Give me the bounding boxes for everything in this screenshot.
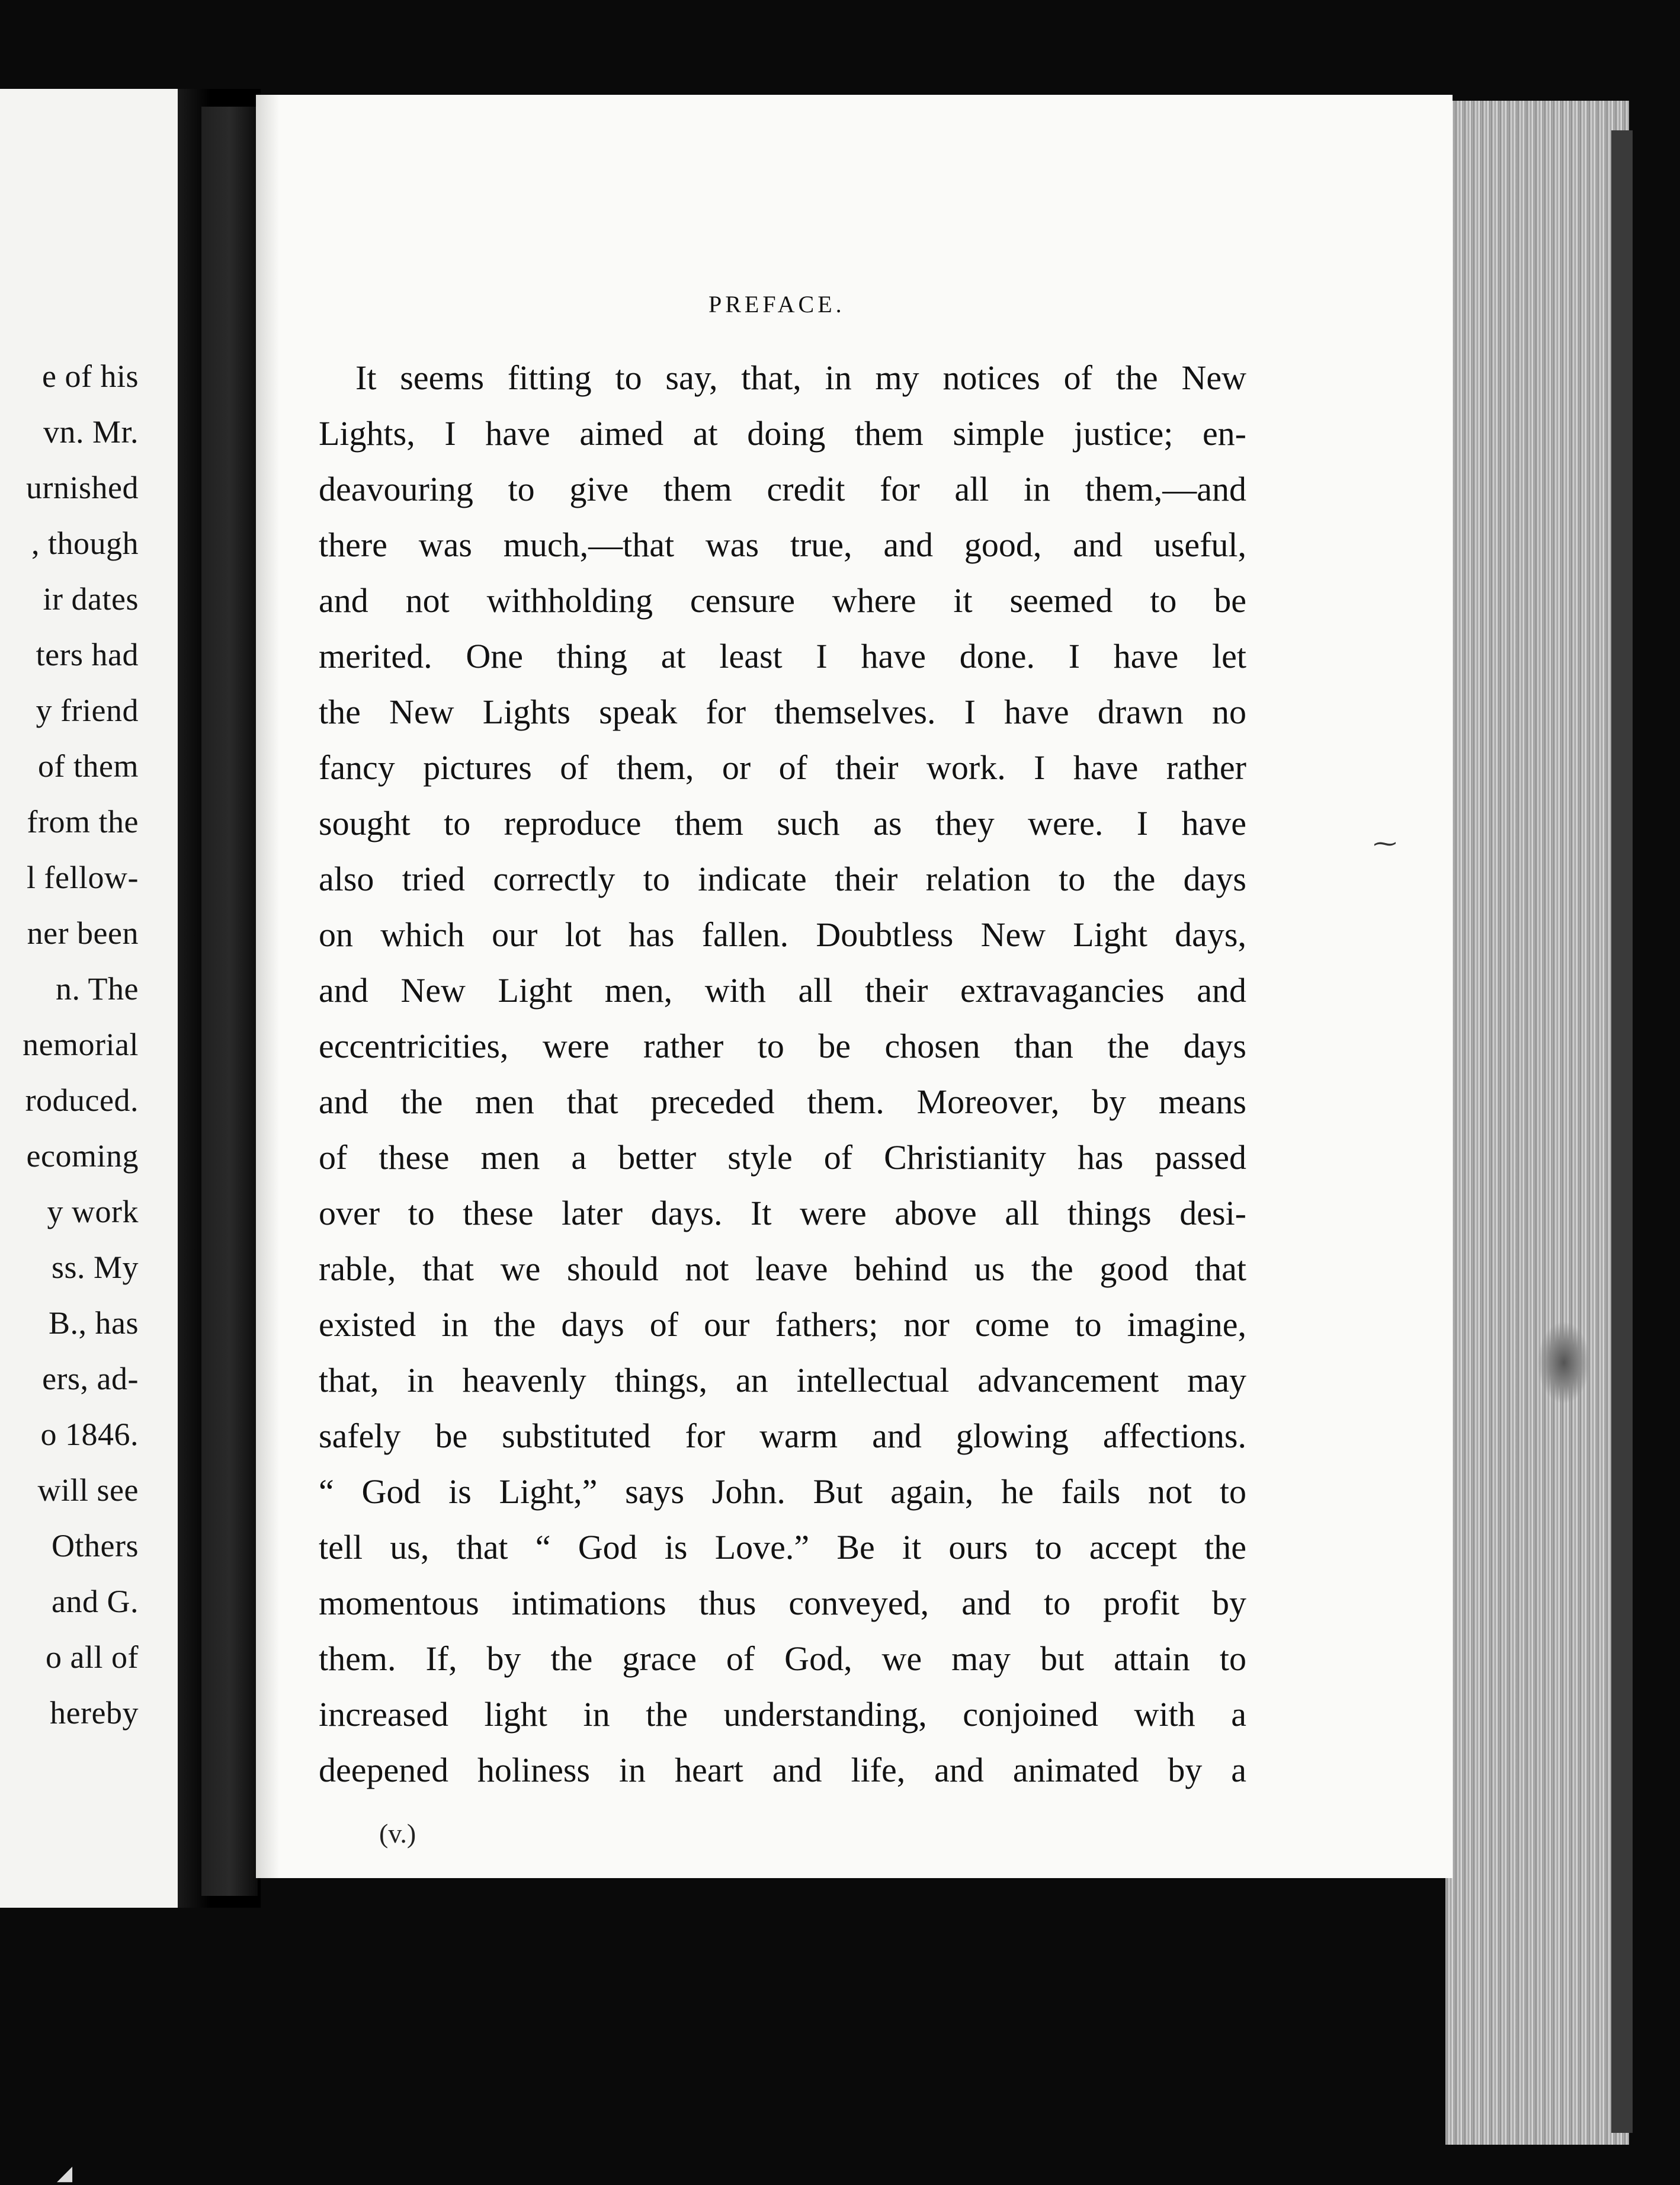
left-page-line: roduced. (25, 1082, 139, 1118)
left-page-line: y friend (36, 693, 139, 728)
left-page-line: ters had (36, 637, 139, 672)
book-gutter (201, 107, 258, 1896)
running-head-title: PREFACE. (708, 291, 845, 318)
left-page-line: ecoming (26, 1138, 139, 1174)
body-line: It seems fitting to say, that, in my notices of the New (355, 358, 1246, 397)
left-page-line: B., has (49, 1305, 139, 1341)
left-page-line: , though (31, 526, 139, 561)
page-folio: (v.) (379, 1818, 416, 1848)
left-page-line: ss. My (51, 1250, 139, 1285)
left-page-line: l fellow- (27, 860, 139, 895)
body-line: also tried correctly to indicate their relation to the days (319, 860, 1246, 898)
body-line: on which our lot has fallen. Doubtless New Light days, (319, 915, 1246, 954)
body-line: and not withholding censure where it seemed to be (319, 581, 1246, 620)
body-line: deepened holiness in heart and life, and animated by a (319, 1751, 1246, 1789)
body-line: “ God is Light,” says John. But again, he fails not to (319, 1472, 1246, 1511)
body-line: rable, that we should not leave behind us the good that (319, 1250, 1246, 1288)
left-page-line: hereby (50, 1695, 139, 1731)
left-page-fragment (0, 89, 178, 1908)
page-spine-shade (256, 95, 280, 1878)
body-line: of these men a better style of Christianity has passed (319, 1138, 1246, 1177)
left-page-line: of them (38, 748, 139, 784)
left-page-line: and G. (52, 1584, 139, 1619)
body-line: sought to reproduce them such as they were. I have (319, 804, 1246, 842)
body-line: them. If, by the grace of God, we may but attain to (319, 1639, 1246, 1678)
body-line: deavouring to give them credit for all in them,—and (319, 470, 1246, 508)
body-line: increased light in the understanding, conjoined with a (319, 1695, 1246, 1734)
left-page-line: y work (47, 1194, 139, 1229)
book-fore-edge (1445, 101, 1629, 2145)
body-line: there was much,—that was true, and good, and useful, (319, 526, 1246, 564)
left-page-line: ir dates (43, 581, 139, 617)
left-page-line: ner been (27, 915, 139, 951)
body-line: tell us, that “ God is Love.” Be it ours to accept the (319, 1528, 1246, 1566)
fore-edge-blemish (1537, 1321, 1591, 1404)
left-page-line: from the (27, 804, 139, 840)
left-page-line: Others (52, 1528, 139, 1564)
left-page-line: urnished (26, 470, 139, 505)
body-line: merited. One thing at least I have done. I have let (319, 637, 1246, 675)
body-line: existed in the days of our fathers; nor come to imagine, (319, 1305, 1246, 1344)
left-page-line: ers, ad- (42, 1361, 139, 1396)
body-line: eccentricities, were rather to be chosen than the days (319, 1027, 1246, 1065)
left-page-line: n. The (56, 971, 139, 1007)
book-fore-edge-shadow (1611, 130, 1633, 2133)
body-line: momentous intimations thus conveyed, and to profit by (319, 1584, 1246, 1622)
left-page-line: o all of (46, 1639, 139, 1675)
left-page-line: vn. Mr. (43, 414, 139, 450)
body-line: Lights, I have aimed at doing them simple justice; en- (319, 414, 1246, 453)
body-line: and New Light men, with all their extravagancies and (319, 971, 1246, 1010)
body-line: safely be substituted for warm and glowing affections. (319, 1417, 1246, 1455)
body-line: over to these later days. It were above all things desi- (319, 1194, 1246, 1232)
left-page-line: e of his (42, 358, 139, 394)
body-line: and the men that preceded them. Moreover, by means (319, 1082, 1246, 1121)
corner-scan-speck: ◢ (57, 2162, 73, 2184)
body-line: that, in heavenly things, an intellectual advancement may (319, 1361, 1246, 1399)
body-line: the New Lights speak for themselves. I have drawn no (319, 693, 1246, 731)
body-line: fancy pictures of them, or of their work. I have rather (319, 748, 1246, 787)
margin-ink-mark: ⁓ (1373, 830, 1397, 857)
left-page-line: o 1846. (40, 1417, 139, 1452)
left-page-line: nemorial (23, 1027, 139, 1062)
left-page-line: will see (37, 1472, 139, 1508)
